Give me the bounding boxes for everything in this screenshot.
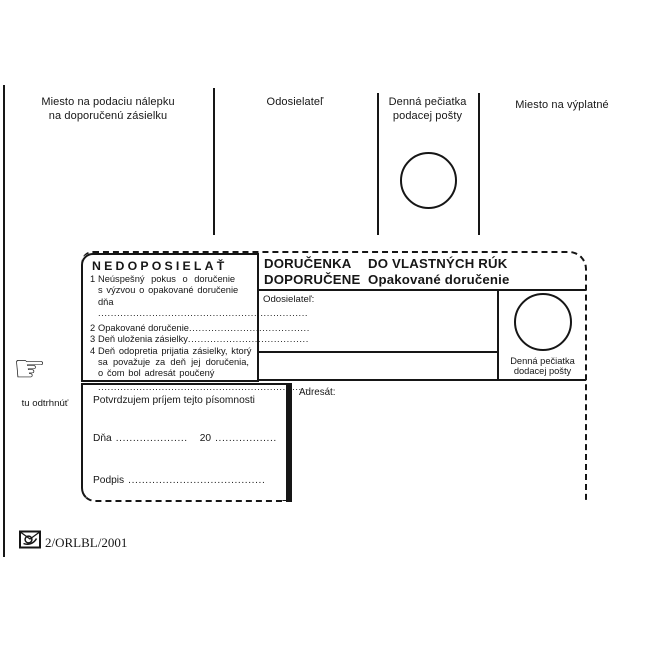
- receipt-date-row: [93, 433, 278, 444]
- post-logo-icon: [19, 530, 41, 554]
- receipt-title: Potvrdzujem príjem tejto písomnosti: [93, 395, 255, 406]
- sender-field: [259, 291, 497, 353]
- nedo-item-2: [90, 323, 310, 334]
- delivery-note-header: [259, 253, 586, 291]
- item-number: 1: [90, 274, 96, 284]
- nedo-item-4-line3: o čom bol adresát poučený: [98, 368, 215, 379]
- dotted-fill: ......................................: [187, 334, 309, 345]
- item-number: 4: [90, 345, 96, 356]
- year-dotted-line: ..................: [215, 433, 277, 444]
- header-left-column: [264, 256, 368, 289]
- header-do-vlastnych-ruk: DO VLASTNÝCH RÚK: [368, 256, 508, 271]
- label-sender-top: Odosielateľ: [266, 96, 324, 108]
- delivery-stamp-caption: [499, 356, 586, 377]
- header-right-column: [368, 256, 510, 289]
- posting-stamp-circle: [400, 152, 457, 209]
- top-divider-3: [478, 93, 480, 235]
- label-posting-stamp-line1: Denná pečiatka: [388, 96, 467, 108]
- nedo-item-4: [90, 346, 251, 357]
- sender-and-stamp-row: [259, 291, 586, 381]
- delivery-stamp-circle: [514, 293, 572, 351]
- label-posting-stamp-line2: podacej pošty: [392, 109, 463, 122]
- header-doporucene: DOPORUČENE: [264, 272, 361, 287]
- item-text: Deň odopretia prijatia zásielky, ktorý: [98, 345, 252, 356]
- item-text: Opakované doručenie: [98, 323, 189, 334]
- signature-dotted-line: ........................................: [128, 475, 266, 486]
- form-catalog-code: 2/ORLBL/2001: [45, 535, 128, 550]
- nedo-item-1: [90, 274, 251, 285]
- nedo-dotted-line-4: ..................................................................: [98, 381, 309, 392]
- date-dotted-line: .....................: [115, 433, 188, 444]
- do-not-forward-title: NEDOPOSIELAŤ: [92, 259, 228, 273]
- label-posting-sticker-line1: Miesto na podaciu nálepku: [41, 96, 175, 108]
- header-opakovane-dorucenie: Opakované doručenie: [368, 272, 510, 287]
- receipt-signature-row: [93, 475, 278, 486]
- label-posting-sticker-area: [3, 96, 213, 123]
- date-label: Dňa: [93, 433, 112, 444]
- label-posting-sticker-line2: na doporučenú zásielku: [48, 109, 168, 122]
- nedo-item-3: [90, 334, 309, 345]
- left-edge-rule: [3, 85, 5, 557]
- sender-field-label: Odosielateľ:: [263, 294, 315, 305]
- delivery-stamp-caption-line2: dodacej pošty: [513, 366, 572, 377]
- item-text: Deň uloženia zásielky: [98, 334, 188, 345]
- receipt-confirmation-box: [81, 381, 309, 502]
- signature-label: Podpis: [93, 475, 125, 486]
- nedo-item-4-line2: sa považuje za deň jej doručenia,: [98, 357, 249, 368]
- item-text: Neúspešný pokus o doručenie: [98, 274, 236, 284]
- dotted-fill: ......................................: [188, 323, 310, 334]
- hand-pointing-icon: ☞: [13, 348, 47, 389]
- item-number: 3: [90, 334, 96, 345]
- label-posting-stamp: [377, 96, 478, 123]
- label-postage-area: Miesto na výplatné: [515, 99, 609, 111]
- sender-column: [259, 291, 499, 379]
- top-divider-1: [213, 88, 215, 235]
- header-dorucenka: DORUČENKA: [264, 256, 352, 271]
- tear-here-label: tu odtrhnúť: [21, 398, 69, 409]
- delivery-stamp-cell: [499, 291, 586, 379]
- nedo-item-1-line2: s výzvou o opakované doručenie dňa: [98, 285, 239, 307]
- nedo-dotted-line-1: ..................................................................: [98, 307, 309, 318]
- item-number: 2: [90, 323, 96, 334]
- year-prefix: 20: [199, 433, 212, 444]
- addressee-field-label: Adresát:: [299, 387, 336, 398]
- delivery-stamp-caption-line1: Denná pečiatka: [510, 355, 575, 366]
